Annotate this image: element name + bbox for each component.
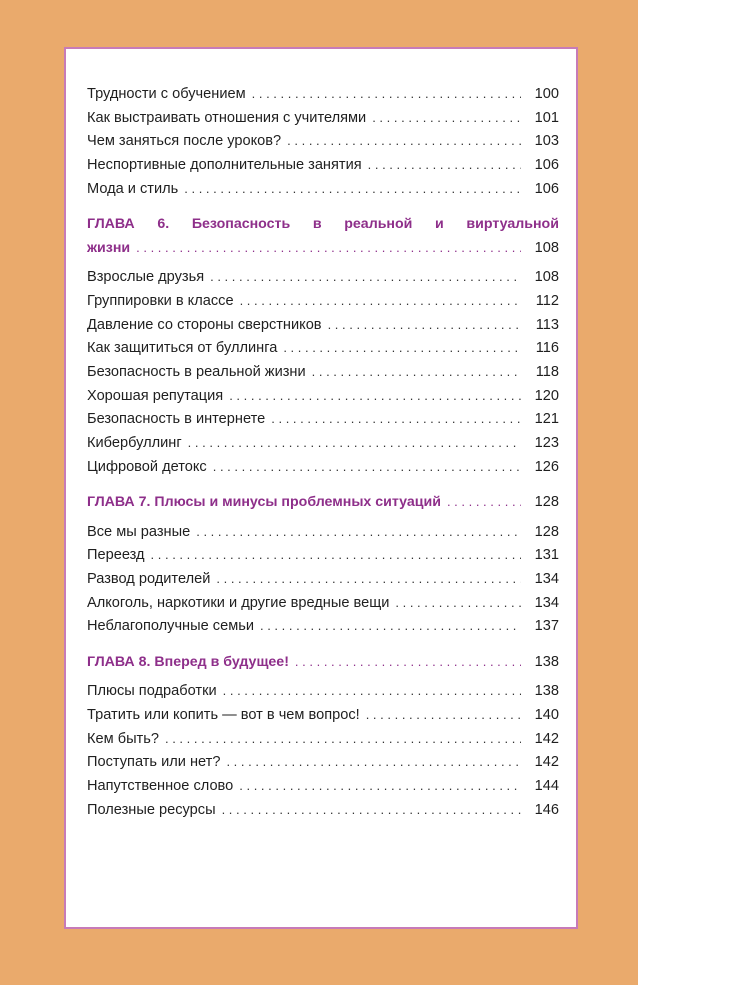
dot-leader [213,459,521,474]
toc-entry-title: Цифровой детокс [87,458,207,475]
dot-leader [295,654,521,669]
toc-entry-title: Группировки в классе [87,293,234,309]
chapter-8-page: 138 [534,653,559,670]
toc-entry[interactable] [87,133,559,157]
toc-entry-title: Неблагополучные семьи [87,618,254,635]
chapter-6-page: 108 [534,239,559,256]
toc-entry-title: Неспортивные дополнительные занятия [87,157,362,174]
toc-entry-page: 101 [534,109,559,126]
toc-entry[interactable] [87,707,559,731]
dot-leader [151,547,521,562]
toc-entry-page: 126 [534,458,559,475]
toc-entry-page: 123 [534,435,559,452]
toc-entry[interactable] [87,683,559,707]
dot-leader [395,595,521,610]
toc-group-3 [87,524,559,642]
dot-leader [136,240,521,255]
chapter-8-heading[interactable] [87,654,559,678]
toc-entry-title: Плюсы подработки [87,683,217,700]
toc-entry[interactable] [87,595,559,619]
toc-entry-title: Как защититься от буллинга [87,340,278,357]
table-of-contents [87,86,559,825]
toc-entry-page: 134 [534,594,559,611]
dot-leader [222,802,521,817]
dot-leader [366,707,521,722]
toc-entry-page: 144 [534,778,559,795]
toc-entry-title: Развод родителей [87,571,211,588]
toc-entry-title: Мода и стиль [87,180,179,197]
toc-entry[interactable] [87,547,559,571]
dot-leader [226,754,521,769]
toc-group-1 [87,86,559,204]
chapter-6-title-line: ГЛАВА 6. Безопасность в реальной и виртуальной [87,215,559,232]
dot-leader [328,317,521,332]
toc-entry-title: Кибербуллинг [87,435,182,452]
toc-entry-page: 131 [534,547,559,564]
dot-leader [287,133,521,148]
toc-group-2 [87,269,559,482]
toc-entry-page: 128 [534,523,559,540]
toc-entry[interactable] [87,157,559,181]
toc-entry[interactable] [87,618,559,642]
toc-entry-page: 146 [534,801,559,818]
toc-entry-page: 134 [534,571,559,588]
dot-leader [239,778,521,793]
toc-entry-page: 100 [534,86,559,102]
toc-entry-title: Безопасность в реальной жизни [87,364,306,381]
toc-entry[interactable] [87,364,559,388]
toc-entry-title: Алкоголь, наркотики и другие вредные вещи [87,594,390,611]
dot-leader [216,571,521,586]
dot-leader [283,340,521,355]
dot-leader [372,110,521,125]
chapter-6-title-cont: жизни [87,239,131,256]
toc-entry-title: Тратить или копить — вот в чем вопрос! [87,707,360,723]
toc-entry-title: Хорошая репутация [87,387,224,404]
chapter-7-heading[interactable] [87,494,559,518]
dot-leader [240,293,521,308]
dot-leader [271,411,521,426]
toc-entry-page: 142 [534,754,559,771]
toc-entry-page: 108 [534,269,559,286]
dot-leader [188,435,521,450]
toc-entry-title: Все мы разные [87,523,191,540]
toc-entry-page: 113 [535,316,559,333]
toc-entry[interactable] [87,110,559,134]
toc-entry-title: Кем быть? [87,730,159,747]
chapter-8-title: ГЛАВА 8. Вперед в будущее! [87,653,289,670]
toc-entry-page: 137 [534,618,559,635]
toc-entry[interactable] [87,388,559,412]
toc-entry-title: Как выстраивать отношения с учителями [87,109,367,126]
toc-entry[interactable] [87,435,559,459]
dot-leader [260,618,521,633]
toc-entry-title: Безопасность в интернете [87,411,266,428]
book-page [64,47,578,929]
toc-entry[interactable] [87,754,559,778]
toc-entry-page: 118 [535,364,559,381]
toc-entry-title: Чем заняться после уроков? [87,133,282,150]
dot-leader [368,157,521,172]
toc-entry[interactable] [87,778,559,802]
toc-entry-page: 112 [535,293,559,309]
toc-entry[interactable] [87,571,559,595]
chapter-6-entry [87,240,559,264]
toc-entry-page: 103 [534,133,559,150]
toc-entry-title: Трудности с обучением [87,86,246,102]
toc-entry-title: Переезд [87,547,145,564]
dot-leader [252,86,521,101]
chapter-7-title: ГЛАВА 7. Плюсы и минусы проблемных ситуаций [87,494,441,510]
toc-entry[interactable] [87,181,559,205]
toc-entry[interactable] [87,802,559,826]
dot-leader [229,388,521,403]
toc-entry-page: 121 [534,411,559,428]
toc-entry-title: Полезные ресурсы [87,801,216,818]
toc-entry[interactable] [87,731,559,755]
toc-entry-page: 116 [535,340,559,357]
toc-entry-page: 106 [534,180,559,197]
toc-entry[interactable] [87,524,559,548]
toc-entry[interactable] [87,293,559,317]
dot-leader [196,524,521,539]
toc-entry-page: 106 [534,157,559,174]
toc-entry[interactable] [87,86,559,110]
toc-entry[interactable] [87,317,559,341]
toc-entry[interactable] [87,459,559,483]
dot-leader [447,494,521,509]
toc-entry[interactable] [87,269,559,293]
toc-group-4 [87,683,559,825]
dot-leader [184,181,521,196]
toc-entry-title: Давление со стороны сверстников [87,316,322,333]
dot-leader [210,269,521,284]
toc-entry[interactable] [87,411,559,435]
toc-entry-title: Напутственное слово [87,778,234,795]
chapter-6-heading[interactable] [87,216,559,263]
toc-entry-page: 120 [534,387,559,404]
toc-entry-page: 142 [534,730,559,747]
toc-entry-page: 138 [534,683,559,700]
chapter-7-page: 128 [534,494,559,510]
dot-leader [165,731,521,746]
toc-entry-title: Поступать или нет? [87,754,221,771]
dot-leader [312,364,521,379]
toc-entry[interactable] [87,340,559,364]
toc-entry-title: Взрослые друзья [87,269,205,286]
toc-entry-page: 140 [534,707,559,723]
dot-leader [223,683,521,698]
